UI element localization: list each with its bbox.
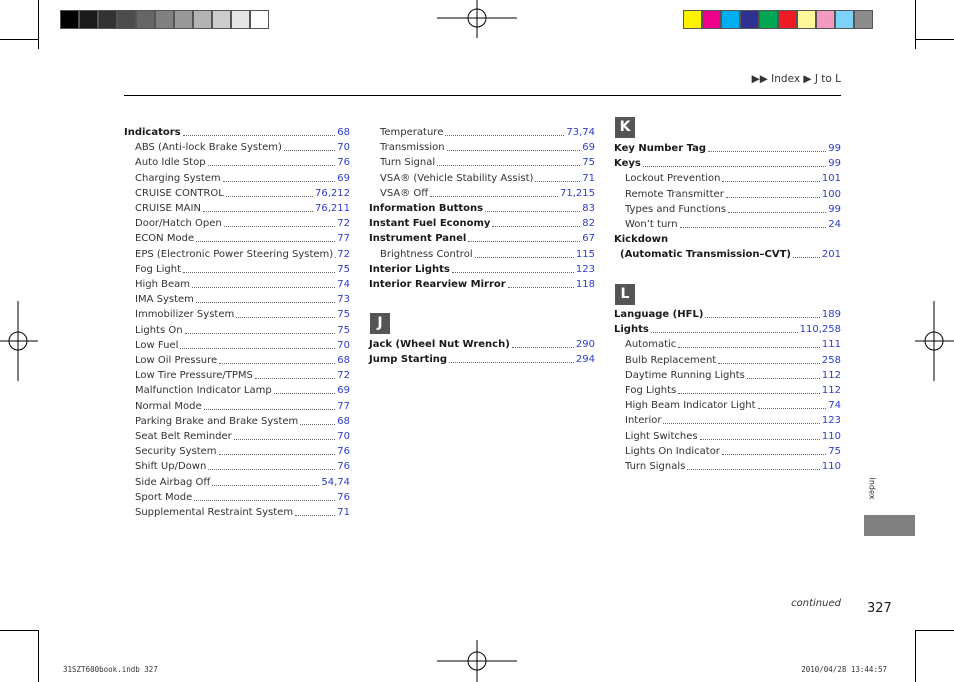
index-entry-label: Interior Rearview Mirror (369, 279, 506, 290)
index-page-link[interactable]: 69 (582, 142, 595, 154)
index-entry[interactable] (135, 430, 350, 444)
breadcrumb-section[interactable]: J to L (814, 73, 841, 85)
index-entry-label: Parking Brake and Brake System (135, 415, 299, 427)
index-entry-label: Instrument Panel (369, 233, 467, 245)
index-page-link[interactable]: 73 (337, 294, 350, 306)
index-entry-label: Malfunction Indicator Lamp (135, 385, 272, 397)
dot-leader (535, 181, 580, 182)
dot-leader (183, 272, 335, 273)
index-page-link[interactable]: 112 (821, 369, 841, 381)
index-entry-label: Kickdown (614, 234, 669, 246)
continued-note: continued (791, 598, 841, 609)
index-entry[interactable] (369, 217, 595, 231)
index-entry[interactable] (369, 278, 595, 292)
index-entry[interactable] (135, 187, 350, 201)
dot-leader (687, 469, 820, 470)
dot-leader (643, 166, 826, 167)
index-entry[interactable] (625, 445, 841, 459)
index-entry-label: VSA® Off (380, 187, 429, 199)
index-entry[interactable] (625, 369, 841, 383)
index-entry[interactable] (135, 141, 350, 155)
index-page-link[interactable]: 118 (575, 279, 595, 290)
index-page-link[interactable]: 68 (337, 415, 350, 427)
index-entry[interactable] (135, 369, 350, 383)
index-entry-label: Indicators (124, 127, 181, 138)
index-page-link[interactable]: 111 (821, 339, 841, 351)
index-entry[interactable] (135, 476, 350, 490)
dot-leader (224, 226, 336, 227)
index-entry[interactable] (135, 460, 350, 474)
index-entry[interactable] (135, 415, 350, 429)
index-entry-label: Normal Mode (135, 400, 202, 412)
dot-leader (219, 363, 335, 364)
dot-leader (185, 333, 336, 334)
dot-leader (226, 196, 313, 197)
index-page-link[interactable]: 112 (821, 385, 841, 396)
index-entry-label: (Automatic Transmission–CVT) (620, 249, 791, 261)
dot-leader (705, 317, 820, 318)
index-entry[interactable] (135, 324, 350, 338)
index-page-link[interactable]: 189 (821, 309, 841, 320)
dot-leader (708, 151, 826, 152)
index-entry[interactable] (625, 338, 841, 352)
index-page-link[interactable]: 75 (337, 324, 350, 336)
index-page-link[interactable]: 71 (582, 172, 595, 184)
index-entry-label: VSA® (Vehicle Stability Assist) (380, 172, 534, 184)
index-page-link[interactable]: 74 (337, 279, 350, 290)
page-number: 327 (867, 601, 892, 616)
index-entry-label: Immobilizer System (135, 309, 235, 321)
index-entry[interactable] (614, 233, 841, 247)
index-entry-label: Auto Idle Stop (135, 157, 206, 169)
index-entry-label: Automatic (625, 339, 677, 351)
index-page-link[interactable]: 69 (337, 172, 350, 184)
index-entry[interactable] (135, 354, 350, 368)
index-page-link[interactable]: 99 (828, 158, 841, 170)
dot-leader (180, 348, 335, 349)
dot-leader (208, 469, 335, 470)
index-entry-label: Interior Lights (369, 263, 450, 275)
dot-leader (204, 409, 336, 410)
index-page-link[interactable]: 83 (582, 203, 595, 214)
dot-leader (678, 347, 820, 348)
index-page-link[interactable]: 75 (337, 309, 350, 321)
index-page-link[interactable]: 82 (582, 218, 595, 230)
index-entry-label: Lights (614, 324, 649, 336)
index-entry-label: Brightness Control (380, 248, 473, 260)
index-entry-label: Fog Lights (625, 385, 677, 396)
header-rule (124, 95, 841, 96)
index-entry-label: EPS (Electronic Power Steering System) (135, 248, 334, 260)
section-letter-k: K (615, 117, 635, 138)
index-entry-label: Shift Up/Down (135, 461, 207, 473)
index-entry[interactable] (625, 203, 841, 217)
index-entry[interactable] (369, 202, 595, 216)
index-page-link[interactable]: 101 (821, 173, 841, 185)
index-entry[interactable] (614, 157, 841, 171)
index-entry[interactable] (135, 445, 350, 459)
index-entry[interactable] (625, 430, 841, 444)
index-entry[interactable] (620, 248, 841, 262)
index-entry[interactable] (135, 339, 350, 353)
index-entry-label: Low Oil Pressure (135, 355, 218, 366)
index-page-link[interactable]: 76 (337, 157, 350, 169)
index-entry[interactable] (135, 506, 350, 520)
index-entry[interactable] (625, 384, 841, 398)
breadcrumb-index[interactable]: Index (771, 73, 801, 85)
index-entry[interactable] (614, 142, 841, 156)
dot-leader (234, 439, 336, 440)
dot-leader (196, 302, 335, 303)
index-page-link[interactable]: 76 (337, 461, 350, 473)
index-entry[interactable] (124, 126, 350, 140)
index-entry[interactable] (369, 232, 595, 246)
index-entry-label: Won’t turn (625, 219, 678, 230)
index-entry-label: Types and Functions (625, 203, 727, 215)
index-entry-label: Fog Light (135, 263, 181, 275)
index-page-link[interactable]: 99 (828, 143, 841, 154)
index-page-link[interactable]: 123 (575, 263, 595, 275)
index-entry[interactable] (369, 263, 595, 277)
index-entry[interactable] (380, 248, 595, 262)
index-entry[interactable] (380, 126, 595, 140)
index-entry-label: Turn Signal (380, 157, 436, 169)
index-entry[interactable] (135, 263, 350, 277)
index-entry-label: High Beam (135, 279, 191, 290)
dot-leader (208, 165, 336, 166)
index-entry[interactable] (135, 232, 350, 246)
index-entry-label: Low Tire Pressure/TPMS (135, 370, 253, 382)
index-page-link[interactable]: 73,74 (566, 127, 595, 138)
index-entry-label: Transmission (380, 142, 445, 154)
index-entry[interactable] (380, 156, 595, 170)
index-entry-label: Supplemental Restraint System (135, 507, 294, 518)
index-page-link[interactable]: 70 (337, 431, 350, 442)
dot-leader (726, 197, 820, 198)
index-page-link[interactable]: 54,74 (321, 476, 350, 488)
index-entry-label: Turn Signals (625, 461, 686, 472)
index-page-link[interactable]: 115 (575, 248, 595, 260)
index-page-link[interactable]: 70 (337, 339, 350, 351)
dot-leader (449, 362, 574, 363)
index-entry[interactable] (369, 353, 595, 367)
index-entry[interactable] (380, 172, 595, 186)
index-page-link[interactable]: 75 (828, 445, 841, 457)
dot-leader (430, 196, 558, 197)
dot-leader (300, 424, 335, 425)
index-entry-label: CRUISE MAIN (135, 203, 201, 214)
index-entry[interactable] (135, 278, 350, 292)
index-entry[interactable] (135, 491, 350, 505)
index-page-link[interactable]: 258 (821, 354, 841, 366)
dot-leader (747, 378, 820, 379)
dot-leader (680, 227, 827, 228)
dot-leader (212, 485, 319, 486)
index-entry[interactable] (135, 400, 350, 414)
dot-leader (485, 211, 580, 212)
index-entry[interactable] (625, 460, 841, 474)
dot-leader (445, 135, 564, 136)
index-page-link[interactable]: 123 (821, 415, 841, 427)
index-entry-label: Light Switches (625, 430, 698, 442)
dot-leader (183, 135, 336, 136)
breadcrumb (752, 73, 841, 85)
index-entry-label: Language (HFL) (614, 309, 704, 320)
index-page-link[interactable]: 74 (828, 400, 841, 412)
section-letter-l: L (615, 284, 635, 305)
dot-leader (468, 241, 580, 242)
dot-leader (718, 363, 820, 364)
dot-leader (284, 150, 335, 151)
index-entry-label: Temperature (380, 127, 444, 138)
dot-leader (196, 241, 335, 242)
index-entry[interactable] (625, 218, 841, 232)
index-entry[interactable] (135, 384, 350, 398)
index-page-link[interactable]: 68 (337, 127, 350, 138)
dot-leader (492, 226, 580, 227)
index-page-link[interactable]: 76 (337, 491, 350, 503)
dot-leader (700, 439, 820, 440)
index-entry[interactable] (625, 354, 841, 368)
index-page-link[interactable]: 99 (828, 203, 841, 215)
index-page-link[interactable]: 72 (337, 218, 350, 230)
index-entry-label: Sport Mode (135, 491, 193, 503)
dot-leader (219, 454, 336, 455)
index-entry-label: Interior (625, 415, 662, 427)
dot-leader (194, 500, 335, 501)
index-page-link[interactable]: 72 (337, 370, 350, 382)
index-entry[interactable] (369, 338, 595, 352)
dot-leader (236, 317, 335, 318)
double-arrow-icon: ▶▶ (751, 73, 768, 85)
index-page-link[interactable]: 75 (337, 263, 350, 275)
index-entry[interactable] (380, 141, 595, 155)
footer-file: 31SZT600book.indb 327 (63, 665, 158, 674)
side-tab-label[interactable]: Index (867, 477, 877, 500)
index-entry[interactable] (625, 414, 841, 428)
index-entry-label: Jack (Wheel Nut Wrench) (369, 339, 510, 350)
dot-leader (274, 393, 336, 394)
dot-leader (678, 393, 820, 394)
index-entry-label: ABS (Anti-lock Brake System) (135, 142, 282, 154)
index-entry-label: Lights On Indicator (625, 445, 720, 457)
dot-leader (452, 272, 574, 273)
index-entry[interactable] (614, 323, 841, 337)
index-entry-label: ECON Mode (135, 233, 195, 245)
index-entry[interactable] (625, 399, 841, 413)
index-page-link[interactable]: 67 (582, 233, 595, 245)
index-entry[interactable] (625, 172, 841, 186)
dot-leader (437, 165, 580, 166)
index-entry[interactable] (135, 293, 350, 307)
index-entry[interactable] (135, 156, 350, 170)
dot-leader (295, 515, 335, 516)
dot-leader (447, 150, 581, 151)
index-page-link[interactable]: 76 (337, 446, 350, 458)
index-entry-label: High Beam Indicator Light (625, 400, 756, 412)
index-entry-label: Instant Fuel Economy (369, 218, 491, 230)
index-entry[interactable] (614, 308, 841, 322)
dot-leader (722, 181, 819, 182)
index-page-link[interactable]: 76,212 (315, 187, 350, 199)
index-page-link[interactable]: 75 (582, 157, 595, 169)
arrow-icon: ▶ (803, 73, 812, 85)
section-letter-j: J (370, 313, 390, 334)
dot-leader (663, 423, 819, 424)
index-entry-label: IMA System (135, 294, 194, 306)
index-entry-label: Daytime Running Lights (625, 369, 745, 381)
index-page-link[interactable]: 294 (575, 354, 595, 366)
dot-leader (728, 212, 826, 213)
index-entry[interactable] (135, 217, 350, 231)
dot-leader (192, 287, 335, 288)
index-page-link[interactable]: 110,258 (799, 324, 841, 336)
index-page-link[interactable]: 77 (337, 233, 350, 245)
index-entry[interactable] (135, 308, 350, 322)
index-page-link[interactable]: 77 (337, 400, 350, 412)
index-entry-label: Key Number Tag (614, 143, 707, 154)
index-entry-label: Lockout Prevention (625, 173, 721, 185)
index-page-link[interactable]: 201 (821, 249, 841, 261)
index-page-link[interactable]: 100 (821, 188, 841, 200)
index-entry-label: Side Airbag Off (135, 476, 211, 488)
index-entry-label: Keys (614, 158, 641, 170)
dot-leader (255, 378, 335, 379)
dot-leader (203, 211, 313, 212)
dot-leader (651, 332, 798, 333)
side-tab[interactable] (864, 515, 915, 536)
index-entry[interactable] (135, 202, 350, 216)
dot-leader (508, 287, 574, 288)
index-entry-label: Charging System (135, 172, 221, 184)
index-page-link[interactable]: 290 (575, 339, 595, 350)
index-entry-label: Information Buttons (369, 203, 484, 214)
index-page-link[interactable]: 70 (337, 142, 350, 154)
footer-timestamp: 2010/04/28 13:44:57 (801, 665, 887, 674)
index-entry-label: Seat Belt Reminder (135, 431, 232, 442)
index-entry[interactable] (135, 248, 350, 262)
dot-leader (793, 257, 820, 258)
index-entry-label: Bulb Replacement (625, 354, 717, 366)
index-page-link[interactable]: 110 (821, 430, 841, 442)
index-entry-label: Security System (135, 446, 217, 458)
dot-leader (722, 454, 826, 455)
index-page-link[interactable]: 68 (337, 355, 350, 366)
index-page-link[interactable]: 72 (337, 248, 350, 260)
index-entry-label: CRUISE CONTROL (135, 187, 224, 199)
index-page-link[interactable]: 110 (821, 461, 841, 472)
index-page-link[interactable]: 76,211 (315, 203, 350, 214)
index-page-link[interactable]: 71,215 (560, 187, 595, 199)
dot-leader (475, 257, 574, 258)
index-page-link[interactable]: 24 (828, 219, 841, 230)
index-entry-label: Low Fuel (135, 339, 179, 351)
index-page-link[interactable]: 69 (337, 385, 350, 397)
index-entry-label: Jump Starting (369, 354, 448, 366)
index-entry-label: Lights On (135, 324, 183, 336)
index-entry[interactable] (380, 187, 595, 201)
index-entry-label: Remote Transmitter (625, 188, 724, 200)
dot-leader (223, 181, 336, 182)
index-page-link[interactable]: 71 (337, 507, 350, 518)
dot-leader (512, 347, 574, 348)
dot-leader (758, 408, 827, 409)
index-entry[interactable] (135, 172, 350, 186)
index-entry[interactable] (625, 188, 841, 202)
index-entry-label: Door/Hatch Open (135, 218, 222, 230)
